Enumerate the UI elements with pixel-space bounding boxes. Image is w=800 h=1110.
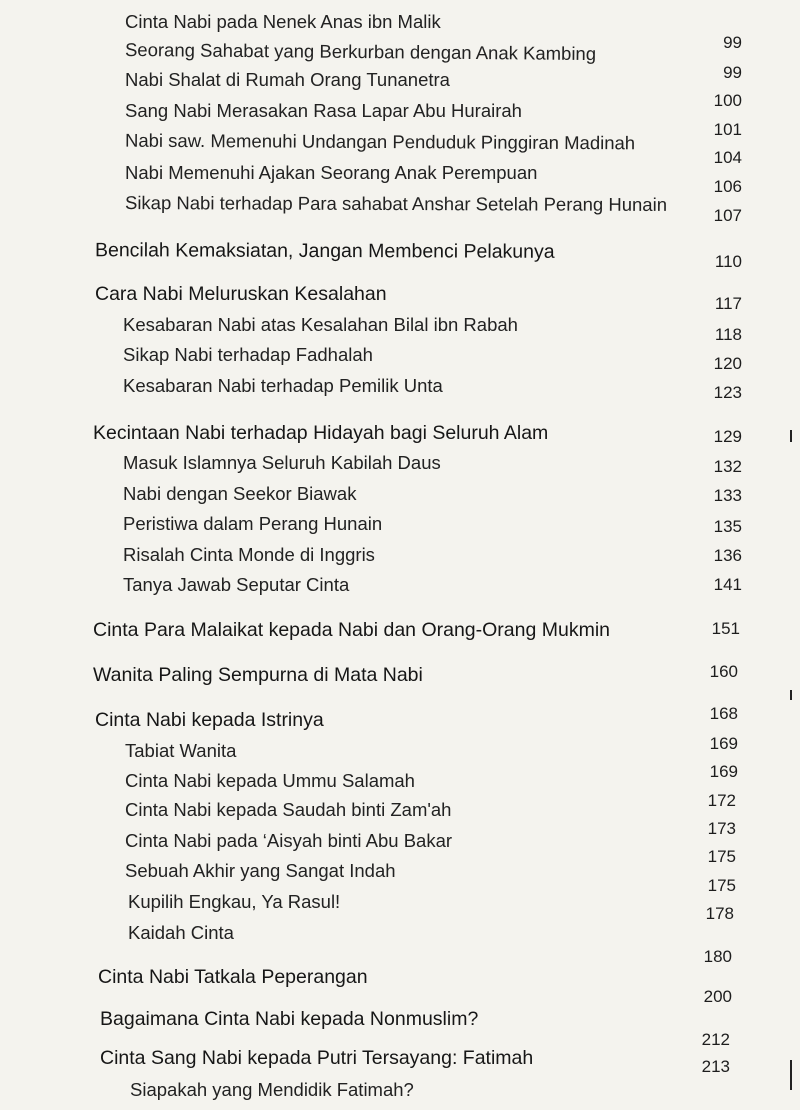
toc-page-number: 178 xyxy=(705,904,734,923)
toc-entry-title: Cinta Nabi Tatkala Peperangan xyxy=(98,966,368,988)
toc-page-number: 117 xyxy=(714,294,742,313)
toc-page-number: 120 xyxy=(713,354,742,373)
toc-page-number: 200 xyxy=(703,987,732,1006)
toc-entry-title: Bagaimana Cinta Nabi kepada Nonmuslim? xyxy=(100,1008,479,1030)
toc-subentry-title: Tanya Jawab Seputar Cinta xyxy=(123,574,350,595)
toc-subentry-title: Sikap Nabi terhadap Para sahabat Anshar Setelah Perang Hunain xyxy=(124,192,668,215)
toc-subentry-title: Sang Nabi Merasakan Rasa Lapar Abu Hurairah xyxy=(125,100,522,121)
toc-entry-title: Cinta Para Malaikat kepada Nabi dan Orang-Orang Mukmin xyxy=(93,619,611,641)
toc-page-number: 141 xyxy=(713,575,742,594)
toc-subentry-title: Siapakah yang Mendidik Fatimah? xyxy=(130,1079,414,1100)
toc-subentry-title: Sikap Nabi terhadap Fadhalah xyxy=(123,344,373,365)
toc-subentry-title: Kesabaran Nabi atas Kesalahan Bilal ibn Rabah xyxy=(123,314,518,335)
toc-entry-title: Cinta Sang Nabi kepada Putri Tersayang: Fatimah xyxy=(100,1047,534,1069)
toc-entry-title: Cara Nabi Meluruskan Kesalahan xyxy=(95,283,387,305)
toc-subentry-title: Cinta Nabi pada Nenek Anas ibn Malik xyxy=(125,11,441,32)
toc-page-number: 169 xyxy=(709,762,738,781)
toc-page-number: 99 xyxy=(723,33,742,52)
toc-entry-title: Wanita Paling Sempurna di Mata Nabi xyxy=(93,664,423,686)
toc-page-number: 151 xyxy=(711,619,740,638)
toc-page-number: 175 xyxy=(707,847,736,866)
toc-subentry-title: Kesabaran Nabi terhadap Pemilik Unta xyxy=(123,375,443,396)
toc-page-number: 175 xyxy=(707,876,736,895)
toc-page-number: 123 xyxy=(713,383,742,402)
toc-page-number: 136 xyxy=(713,546,742,565)
toc-page-number: 169 xyxy=(709,734,738,753)
toc-subentry-title: Kupilih Engkau, Ya Rasul! xyxy=(128,891,341,912)
toc-subentry-title: Cinta Nabi pada ‘Aisyah binti Abu Bakar xyxy=(125,830,453,851)
toc-page-number: 106 xyxy=(713,177,742,196)
toc-page-number: 160 xyxy=(709,662,738,681)
toc-page-number: 213 xyxy=(701,1057,730,1076)
toc-subentry-title: Sebuah Akhir yang Sangat Indah xyxy=(125,860,396,881)
toc-page-number: 99 xyxy=(723,63,742,82)
toc-subentry-title: Tabiat Wanita xyxy=(125,740,237,761)
toc-subentry-title: Risalah Cinta Monde di Inggris xyxy=(123,544,375,565)
toc-subentry-title: Nabi Shalat di Rumah Orang Tunanetra xyxy=(125,69,450,90)
toc-page-number: 110 xyxy=(714,252,742,271)
toc-page-number: 107 xyxy=(713,206,742,225)
toc-page-number: 135 xyxy=(713,517,742,536)
toc-page-number: 133 xyxy=(713,486,742,505)
toc-entry-title: Kecintaan Nabi terhadap Hidayah bagi Seluruh Alam xyxy=(93,422,549,444)
toc-subentry-title: Masuk Islamnya Seluruh Kabilah Daus xyxy=(123,452,441,473)
toc-page-number: 173 xyxy=(707,819,736,838)
toc-subentry-title: Nabi Memenuhi Ajakan Seorang Anak Perempuan xyxy=(125,162,538,183)
toc-page-number: 101 xyxy=(713,120,742,139)
toc-page-number: 118 xyxy=(714,325,742,344)
toc-page-number: 172 xyxy=(707,791,736,810)
toc-page-number: 212 xyxy=(701,1030,730,1049)
toc-page-number: 104 xyxy=(713,148,742,167)
toc-page-number: 129 xyxy=(713,427,742,446)
toc-subentry-title: Seorang Sahabat yang Berkurban dengan Anak Kambing xyxy=(124,38,597,65)
page-edge-mark xyxy=(790,430,792,442)
toc-page-number: 132 xyxy=(713,457,742,476)
toc-entry-title: Cinta Nabi kepada Istrinya xyxy=(95,709,324,731)
toc-subentry-title: Cinta Nabi kepada Saudah binti Zam'ah xyxy=(125,799,452,820)
toc-subentry-title: Kaidah Cinta xyxy=(128,922,234,943)
toc-page-number: 168 xyxy=(709,704,738,723)
toc-page-number: 180 xyxy=(703,947,732,966)
toc-subentry-title: Nabi dengan Seekor Biawak xyxy=(123,483,357,504)
toc-entry-title: Bencilah Kemaksiatan, Jangan Membenci Pelakunya xyxy=(94,239,555,263)
page-edge-mark xyxy=(790,690,792,700)
toc-subentry-title: Peristiwa dalam Perang Hunain xyxy=(123,513,383,534)
page-edge-mark xyxy=(790,1060,792,1090)
toc-subentry-title: Nabi saw. Memenuhi Undangan Penduduk Pinggiran Madinah xyxy=(124,129,636,154)
toc-subentry-title: Cinta Nabi kepada Ummu Salamah xyxy=(125,770,415,791)
toc-page-number: 100 xyxy=(713,91,742,110)
